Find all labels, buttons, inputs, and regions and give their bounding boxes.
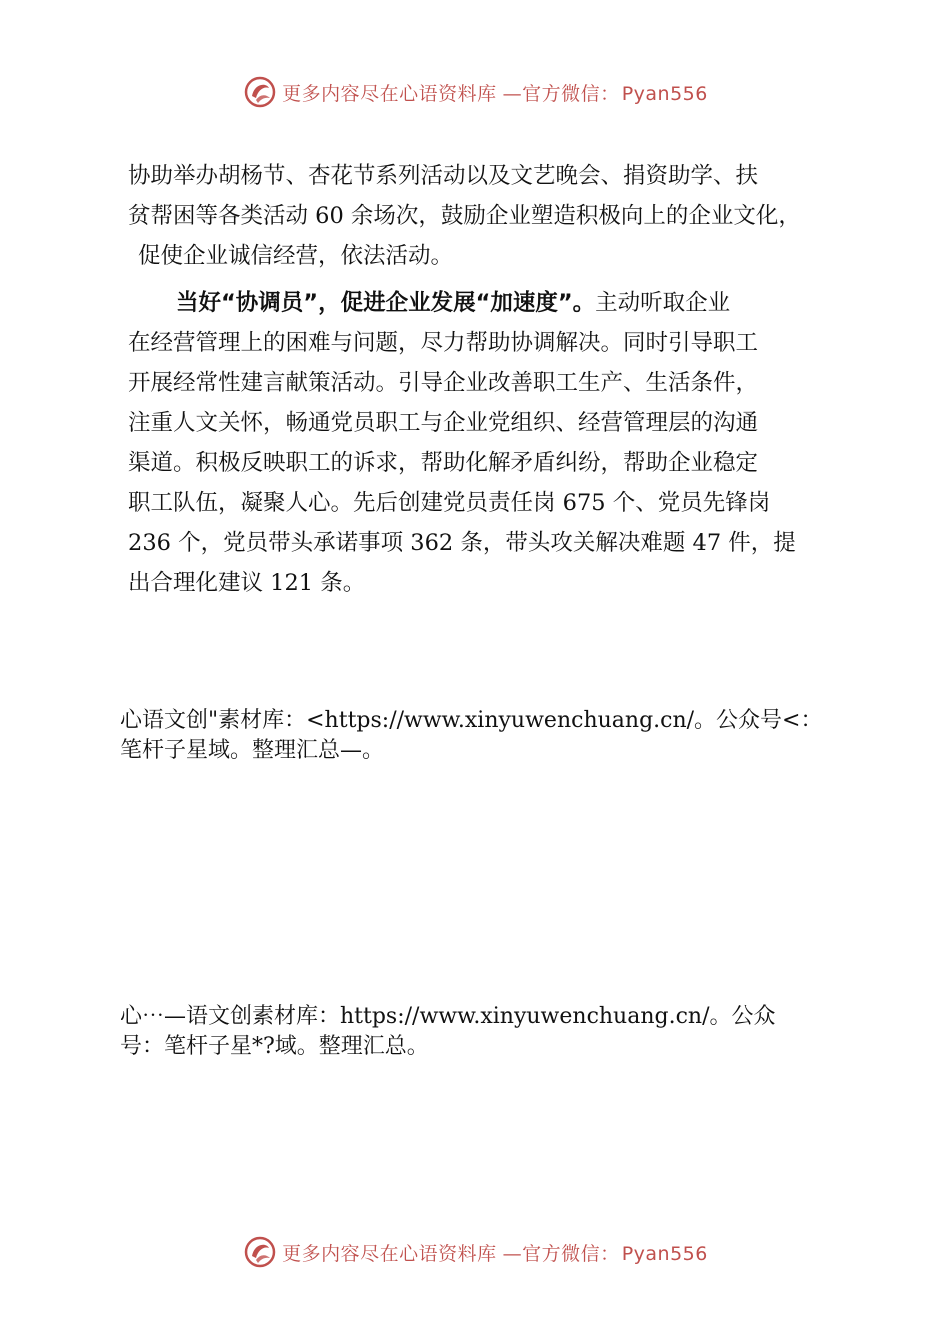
para1-line-1: 协助举办胡杨节、杏花节系列活动以及文艺晚会、捐资助学、扶 bbox=[128, 163, 759, 189]
note1-line-1: 心语文创"素材库：<https://www.xinyuwenchuang.cn/。公众号<： bbox=[120, 708, 823, 733]
header-banner bbox=[0, 72, 950, 112]
banner-sep: —官方微信： bbox=[502, 1242, 620, 1265]
para2-lead-heading: 当好“协调员”，促进企业发展“加速度”。 bbox=[176, 290, 596, 316]
para2-line-3: 开展经常性建言献策活动。引导企业改善职工生产、生活条件， bbox=[128, 370, 759, 396]
banner-main: 更多内容尽在心语资料库 bbox=[282, 82, 497, 105]
source-note-1 bbox=[120, 706, 880, 766]
paragraph-1 bbox=[128, 156, 838, 276]
banner-sep: —官方微信： bbox=[502, 82, 620, 105]
note2-line-1: 心⋯—语文创素材库：https://www.xinyuwenchuang.cn/。公众 bbox=[120, 1004, 776, 1029]
para2-line-7: 236 个，党员带头承诺事项 362 条，带头攻关解决难题 47 件，提 bbox=[128, 530, 796, 556]
flower-logo-icon bbox=[242, 1234, 278, 1270]
banner-text bbox=[282, 1239, 708, 1266]
para2-line-2: 在经营管理上的困难与问题，尽力帮助协调解决。同时引导职工 bbox=[128, 330, 759, 356]
source-note-2 bbox=[120, 1002, 880, 1062]
note2-line-2: 号：笔杆子星*?域。整理汇总。 bbox=[120, 1034, 429, 1059]
footer-banner bbox=[0, 1232, 950, 1272]
para2-line-8: 出合理化建议 121 条。 bbox=[128, 570, 366, 596]
para1-line-3: 促使企业诚信经营，依法活动。 bbox=[138, 243, 454, 269]
flower-logo-icon bbox=[242, 74, 278, 110]
paragraph-2 bbox=[128, 283, 838, 603]
para2-line-1 bbox=[128, 283, 838, 323]
banner-wechat-id: Pyan556 bbox=[621, 1242, 708, 1265]
banner-wechat-id: Pyan556 bbox=[621, 82, 708, 105]
para2-line-1-rest: 主动听取企业 bbox=[595, 290, 731, 316]
banner-text bbox=[282, 79, 708, 106]
banner-main: 更多内容尽在心语资料库 bbox=[282, 1242, 497, 1265]
note1-line-2: 笔杆子星域。整理汇总—。 bbox=[120, 738, 385, 763]
para2-line-6: 职工队伍，凝聚人心。先后创建党员责任岗 675 个、党员先锋岗 bbox=[128, 490, 771, 516]
para1-line-2: 贫帮困等各类活动 60 余场次，鼓励企业塑造积极向上的企业文化， bbox=[128, 203, 801, 229]
para2-line-4: 注重人文关怀，畅通党员职工与企业党组织、经营管理层的沟通 bbox=[128, 410, 759, 436]
para2-line-5: 渠道。积极反映职工的诉求，帮助化解矛盾纠纷，帮助企业稳定 bbox=[128, 450, 759, 476]
